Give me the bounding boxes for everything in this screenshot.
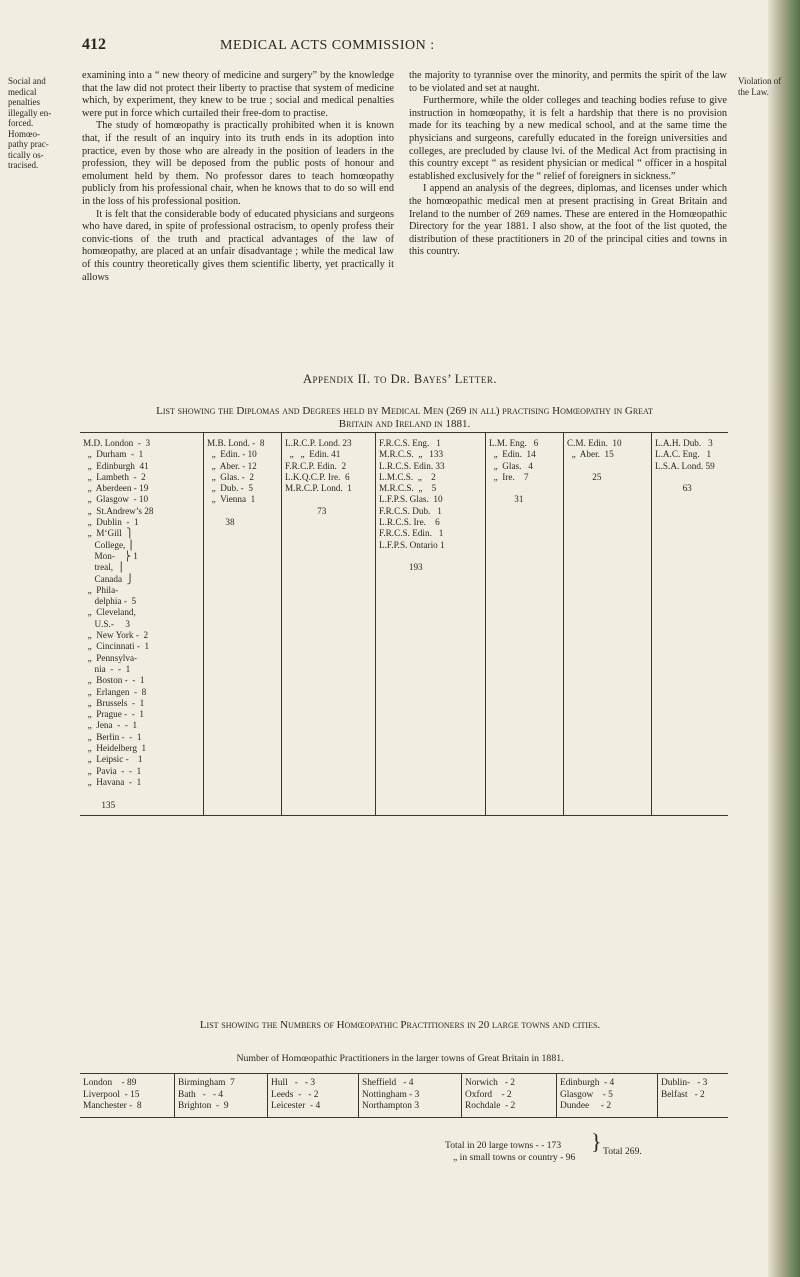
table-cell: Dublin- - 3 Belfast - 2 [658, 1074, 729, 1118]
towns-table [80, 1073, 728, 1118]
table-cell-lrcp: L.R.C.P. Lond. 23 „ „ Edin. 41 F.R.C.P. Edin. 2 L.K.Q.C.P. Ire. 6 M.R.C.P. Lond. 1 73 [282, 433, 376, 816]
table-cell: Birmingham 7 Bath - - 4 Brighton - 9 [175, 1074, 268, 1118]
scanned-page-edge [768, 0, 800, 1277]
appendix-heading: Appendix II. to Dr. Bayes’ Letter. [302, 372, 498, 386]
paragraph: It is felt that the considerable body of educated physicians and surgeons who have dared, in spite of professional ostracism, to openly profess their convic-tions of the truth and practical advantages of the law of homœopathy, are placed at an unfair disadvantage ; while the medical law of this country theoretically gives them scientific liberty, yet practically it allows [82, 208, 394, 283]
caption-line: Britain and Ireland in 1881. [338, 418, 471, 430]
margin-note-line: the Law. [738, 86, 769, 97]
towns-list-caption: List showing the Numbers of Homœopathic Practitioners in 20 large towns and cities. [199, 1019, 601, 1031]
brace-glyph: } [591, 1129, 602, 1154]
table-cell-lm: L.M. Eng. 6 „ Edin. 14 „ Glas. 4 „ Ire. 7 31 [486, 433, 564, 816]
table-cell-mb: M.B. Lond. - 8 „ Edin. - 10 „ Aber. - 12 „ Glas. - 2 „ Dub. - 5 „ Vienna 1 38 [204, 433, 282, 816]
paragraph: I append an analysis of the degrees, diplomas, and licenses under which the homœopathic medical men at present practising in Great Britain and Ireland to the number of 269 names. These are entered in the Homœopathic Directory for the year 1881. I also show, at the foot of the list quoted, the distribution of these practitioners in 20 of the principal cities and towns in this country. [409, 183, 727, 258]
margin-note-line: pathy prac- [8, 139, 49, 149]
table-cell: Norwich - 2 Oxford - 2 Rochdale - 2 [462, 1074, 557, 1118]
grand-total: Total 269. [603, 1146, 642, 1157]
margin-note-line: Homœo- [8, 128, 40, 139]
body-left-column [82, 70, 394, 284]
table-row [80, 433, 728, 816]
diplomas-list-caption [82, 405, 727, 431]
totals-block [445, 1129, 642, 1163]
margin-note-line: tracised. [8, 160, 39, 170]
caption-line: List showing the Diplomas and Degrees held by Medical Men (269 in all) practising Homœopathy in Great [156, 405, 653, 417]
margin-note-line: forced. [8, 118, 34, 128]
table-row [80, 1074, 728, 1118]
total-line: „ in small towns or country - 96 [453, 1151, 576, 1163]
margin-note-line: Social and [8, 76, 46, 86]
body-right-column [409, 70, 727, 259]
page-number: 412 [82, 36, 106, 53]
margin-note-line: tically os- [8, 149, 44, 160]
table-cell-frcs: F.R.C.S. Eng. 1 M.R.C.S. „ 133 L.R.C.S. Edin. 33 L.M.C.S. „ 2 M.R.C.S. „ 5 L.F.P.S. Glas. 10 F.R.C.S. Dub. 1 L.R.C.S. Ire. 6 F.R.C.S. Edin. 1 L.F.P.S. Ontario 1 193 [376, 433, 486, 816]
paragraph: examining into a “ new theory of medicine and surgery” by the knowledge that the law did not protect their liberty to practise that system of medicine which, by experiment, they knew to be true ; social and medical penalties were put in force which curtailed their free-dom to practise. [82, 70, 394, 119]
margin-note-line: Violation of [738, 76, 782, 86]
paragraph: The study of homœopathy is practically prohibited when it is known that, if the result of an inquiry into its truth ends in its adoption into practice, even by those who are already in the position of leaders in the profession, they will be deposed from the public posts of honour and emolument held by them. No professor dares to teach homœopathy publicly from his professional chair, when he knows that to do so will end in the loss of his professional position. [82, 120, 394, 207]
margin-note-line: medical [8, 86, 37, 97]
right-margin-notes [738, 76, 794, 97]
table-cell-lah: L.A.H. Dub. 3 L.A.C. Eng. 1 L.S.A. Lond. 59 63 [652, 433, 729, 816]
towns-list-subcaption: Number of Homœopathic Practitioners in the larger towns of Great Britain in 1881. [236, 1053, 564, 1064]
paragraph: the majority to tyrannise over the minority, and permits the spirit of the law to be violated and set at naught. [409, 70, 727, 94]
table-cell: Sheffield - 4 Nottingham - 3 Northampton 3 [359, 1074, 462, 1118]
table-cell-cm: C.M. Edin. 10 „ Aber. 15 25 [564, 433, 652, 816]
margin-note-line: illegally en- [8, 107, 52, 118]
table-cell-md: M.D. London - 3 „ Durham - 1 „ Edinburgh 41 „ Lambeth - 2 „ Aberdeen - 19 „ Glasgow - 10 „ St.Andrew’s 28 „ Dublin - 1 „ M‘Gill ⎫ College, ⎪ Mon- ⎬ 1 treal, ⎪ Canada ⎭ „ Phila- delphia - 5 „ Cleveland, U.S.- 3 „ New York - 2 „ Cincinnati - 1 „ Pennsylva- nia - - 1 „ Boston - - 1 „ Erlangen - 8 „ Brussels - 1 „ Prague - - 1 „ Jena - - 1 „ Berlin - - 1 „ Heidelberg 1 „ Leipsic - 1 „ Pavia - - 1 „ Havana - 1 135 [83, 438, 154, 810]
total-line: Total in 20 large towns - - 173 [445, 1140, 562, 1151]
margin-note-line: penalties [8, 97, 40, 107]
left-margin-notes [8, 76, 68, 171]
table-cell: Hull - - 3 Leeds - - 2 Leicester - 4 [268, 1074, 359, 1118]
table-cell: London - 89 Liverpool - 15 Manchester - 8 [83, 1078, 142, 1111]
paragraph: Furthermore, while the older colleges and teaching bodies refuse to give instruction in homœopathy, it is felt a hardship that there is no provision made for its teaching by a new medical school, and at the same time the physicians and surgeons, carefully educated in the foreign universities and colleges, are precluded by clause lvi. of the Medical Act from practising in this country except “ as resident physician or medical “ officer in a hospital established exclusively for the “ relief of foreigners in sickness.” [409, 95, 727, 182]
table-cell: Edinburgh - 4 Glasgow - 5 Dundee - 2 [557, 1074, 658, 1118]
diplomas-table [80, 432, 728, 816]
running-title: MEDICAL ACTS COMMISSION : [220, 38, 435, 53]
